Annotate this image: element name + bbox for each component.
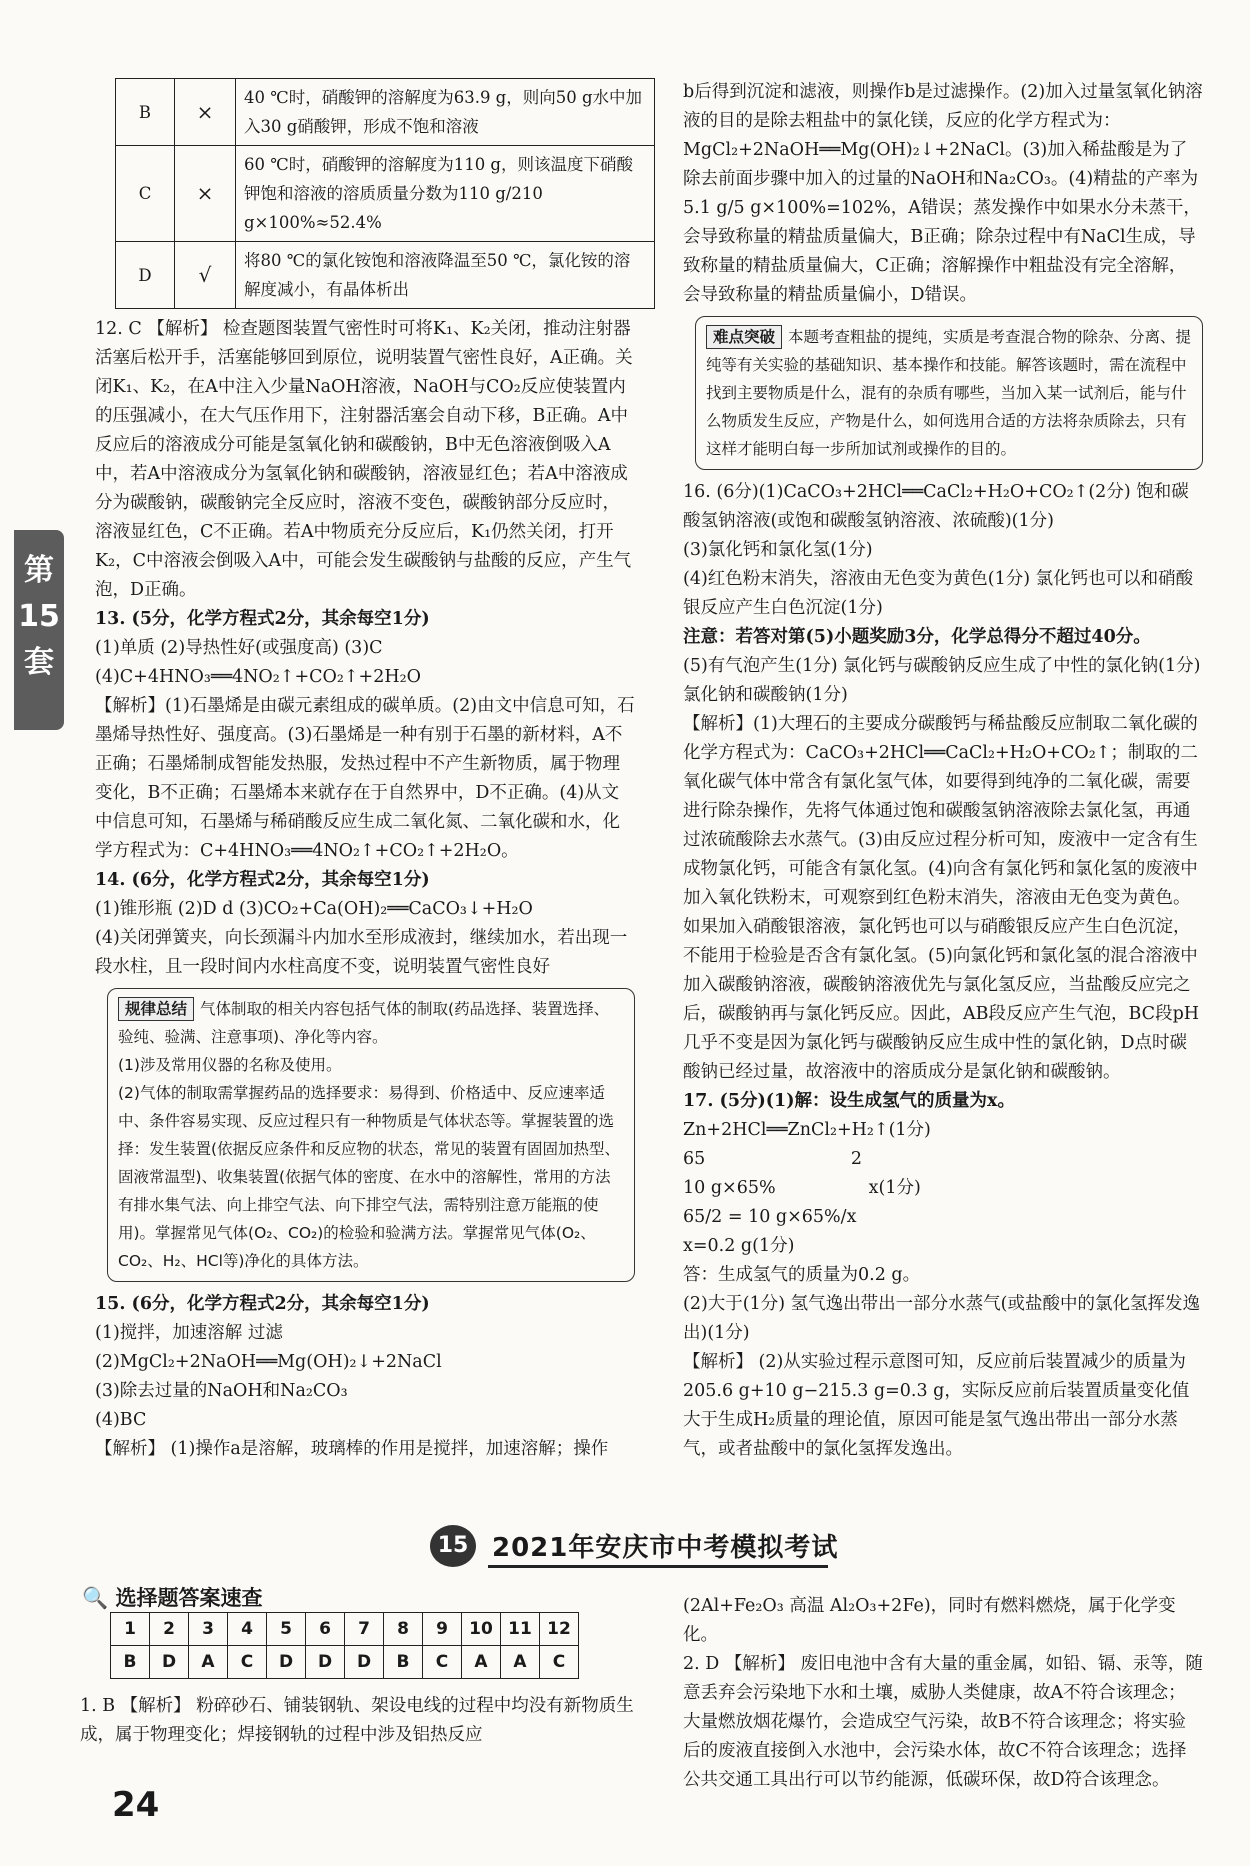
page-number: 24	[112, 1785, 160, 1825]
answer-15-analysis-cont: b后得到沉淀和滤液，则操作b是过滤操作。(2)加入过量氢氧化钠溶液的目的是除去粗盐中的氯化镁，反应的化学方程式为：MgCl₂+2NaOH══Mg(OH)₂↓+2NaCl。(3)加入稀盐酸是为了除去前面步骤中加入的过量的NaOH和Na₂CO₃。(4)精盐的产率为5.1 g/5 g×100%=102%，A错误；蒸发操作中如果水分未蒸干，会导致称量的精盐质量偏大，B正确；除杂过程中有NaCl生成，导致称量的精盐质量偏大，C正确；溶解操作中粗盐没有完全溶解，会导致称量的精盐质量偏小，D错误。	[683, 82, 1203, 305]
answer-table	[110, 1612, 579, 1679]
table-row	[111, 1613, 579, 1646]
side-tab: 第15套	[14, 530, 64, 730]
answer-15-line: (1)搅拌，加速溶解 过滤	[95, 1323, 283, 1343]
option-text: 40 ℃时，硝酸钾的溶解度为63.9 g，则向50 g水中加入30 g硝酸钾，形成不饱和溶液	[236, 79, 655, 146]
table-row	[116, 242, 655, 309]
question-number: 9	[423, 1613, 462, 1646]
answer-13-analysis: 【解析】(1)石墨烯是由碳元素组成的碳单质。(2)由文中信息可知，石墨烯导热性好、强度高。(3)石墨烯是一种有别于石墨的新材料，A不正确；石墨烯制成智能发热服，发热过程中不产生新物质，属于物理变化，B不正确；石墨烯本来就存在于自然界中，D不正确。(4)从文中信息可知，石墨烯与稀硝酸反应生成二氧化氮、二氧化碳和水，化学方程式为：C+4HNO₃══4NO₂↑+CO₂↑+2H₂O。	[95, 696, 635, 861]
right-column	[683, 78, 1203, 1464]
answer-17-analysis: 【解析】 (2)从实验过程示意图可知，反应前后装置减少的质量为205.6 g+10 g−215.3 g=0.3 g，实际反应前后装置质量变化值大于生成H₂质量的理论值，原因可能是氢气逸出带出一部分水蒸气，或者盐酸中的氯化氢挥发逸出。	[683, 1352, 1190, 1459]
equation-line: 65 2	[683, 1149, 862, 1169]
answer-15-header: 15. (6分，化学方程式2分，其余每空1分)	[95, 1294, 430, 1314]
answer-2: 2. D 【解析】 废旧电池中含有大量的重金属，如铅、镉、汞等，随意丢弃会污染地下水和土壤，威胁人类健康，故A不符合该理念；大量燃放烟花爆竹，会造成空气污染，故B不符合该理念；将实验后的废液直接倒入水池中，会污染水体，故C不符合该理念；选择公共交通工具出行可以节约能源，低碳环保，故D符合该理念。	[683, 1654, 1203, 1790]
box-line: (2)气体的制取需掌握药品的选择要求：易得到、价格适中、反应速率适中、条件容易实现、反应过程只有一种物质是气体状态等。掌握装置的选择：发生装置(依据反应条件和反应物的状态，常见的装置有固固加热型、固液常温型)、收集装置(依据气体的密度、在水中的溶解性，常用的方法有排水集气法、向上排空气法、向下排空气法，需特别注意万能瓶的使用)。掌握常见气体(O₂、CO₂)的检验和验满方法。掌握常见气体(O₂、CO₂、H₂、HCl等)净化的具体方法。	[118, 1084, 621, 1270]
question-number: 3	[189, 1613, 228, 1646]
answer-14-body-2: (4)关闭弹簧夹，向长颈漏斗内加水至形成液封，继续加水，若出现一段水柱，且一段时间内水柱高度不变，说明装置气密性良好	[95, 928, 628, 977]
question-number: 4	[228, 1613, 267, 1646]
exam-number-badge: 15	[430, 1525, 476, 1567]
table-row	[116, 79, 655, 146]
note-line: 注意：若答对第(5)小题奖励3分，化学总得分不超过40分。	[683, 627, 1151, 647]
rule-summary-box	[107, 988, 635, 1282]
answer-letter: C	[423, 1646, 462, 1679]
box-text: 本题考查粗盐的提纯，实质是考查混合物的除杂、分离、提纯等有关实验的基础知识、基本操作和技能。解答该题时，需在流程中找到主要物质是什么，混有的杂质有哪些，当加入某一试剂后，能与什么物质发生反应，产物是什么，如何选用合适的方法将杂质除去，只有这样才能明白每一步所加试剂或操作的目的。	[706, 328, 1192, 458]
answer-17-header: 17. (5分)(1)解：设生成氢气的质量为x。	[683, 1091, 1015, 1111]
answer-15-line: (3)除去过量的NaOH和Na₂CO₃	[95, 1381, 348, 1401]
exam-title: 2021年安庆市中考模拟考试	[492, 1533, 839, 1563]
answer-letter: D	[345, 1646, 384, 1679]
answer-letter: D	[150, 1646, 189, 1679]
option-text: 60 ℃时，硝酸钾的溶解度为110 g，则该温度下硝酸钾饱和溶液的溶质质量分数为110 g/210 g×100%≈52.4%	[236, 146, 655, 242]
question-number: 10	[462, 1613, 501, 1646]
question-number: 5	[267, 1613, 306, 1646]
equation-line: Zn+2HCl══ZnCl₂+H₂↑(1分)	[683, 1120, 931, 1140]
question-number: 7	[345, 1613, 384, 1646]
question-number: 6	[306, 1613, 345, 1646]
box-line: 气体制取的相关内容包括气体的制取(药品选择、装置选择、验纯、验满、注意事项)、净化等内容。	[118, 1000, 610, 1046]
left-column	[95, 78, 643, 1464]
difficulty-box	[695, 316, 1203, 470]
answer-15-analysis: 【解析】 (1)操作a是溶解，玻璃棒的作用是搅拌，加速溶解；操作	[95, 1439, 609, 1459]
answer-12: 12. C 【解析】 检查题图装置气密性时可将K₁、K₂关闭，推动注射器活塞后松开手，活塞能够回到原位，说明装置气密性良好，A正确。关闭K₁、K₂，在A中注入少量NaOH溶液，NaOH与CO₂反应使装置内的压强减小，在大气压作用下，注射器活塞会自动下移，B正确。A中反应后的溶液成分可能是氢氧化钠和碳酸钠，B中无色溶液倒吸入A中，若A中溶液成分为氢氧化钠和碳酸钠，溶液显红色；若A中溶液成分为碳酸钠，碳酸钠完全反应时，溶液不变色，碳酸钠部分反应时，溶液显红色，C不正确。若A中物质充分反应后，K₁仍然关闭，打开K₂，C中溶液会倒吸入A中，可能会发生碳酸钠与盐酸的反应，产生气泡，D正确。	[95, 319, 633, 600]
answer-16-line: (5)有气泡产生(1分) 氯化钙与碳酸钠反应生成了中性的氯化钠(1分) 氯化钠和碳酸钠(1分)	[683, 656, 1201, 705]
table-row	[116, 146, 655, 242]
answer-letter: A	[189, 1646, 228, 1679]
answer-16-line: (4)红色粉末消失，溶液由无色变为黄色(1分) 氯化钙也可以和硝酸银反应产生白色沉淀(1分)	[683, 569, 1194, 618]
question-number: 11	[501, 1613, 540, 1646]
answer-letter: D	[267, 1646, 306, 1679]
option-text: 将80 ℃的氯化铵饱和溶液降温至50 ℃，氯化铵的溶解度减小，有晶体析出	[236, 242, 655, 309]
option-letter: B	[116, 79, 175, 146]
answer-16-line: (3)氯化钙和氯化氢(1分)	[683, 540, 873, 560]
judgement-mark: ×	[175, 79, 236, 146]
equation-line: 65/2 = 10 g×65%/x	[683, 1207, 857, 1227]
answer-17-line: (2)大于(1分) 氢气逸出带出一部分水蒸气(或盐酸中的氯化氢挥发逸出)(1分)	[683, 1294, 1200, 1343]
answer-letter: B	[111, 1646, 150, 1679]
answer-14-body: (1)锥形瓶 (2)D d (3)CO₂+Ca(OH)₂══CaCO₃↓+H₂O	[95, 899, 533, 919]
divider	[488, 1565, 828, 1568]
quick-answer-title: 选择题答案速查	[115, 1586, 263, 1610]
answer-1-cont: (2Al+Fe₂O₃ 高温 Al₂O₃+2Fe)，同时有燃料燃烧，属于化学变化。	[683, 1596, 1176, 1645]
answer-letter: D	[306, 1646, 345, 1679]
table-row	[111, 1646, 579, 1679]
judgement-mark: ×	[175, 146, 236, 242]
question-number: 1	[111, 1613, 150, 1646]
bottom-left-text	[80, 1692, 640, 1750]
answer-letter: B	[384, 1646, 423, 1679]
option-letter: C	[116, 146, 175, 242]
equation-line: 答：生成氢气的质量为0.2 g。	[683, 1265, 921, 1285]
answer-13-header: 13. (5分，化学方程式2分，其余每空1分)	[95, 609, 430, 629]
answer-letter: C	[228, 1646, 267, 1679]
judgement-mark: √	[175, 242, 236, 309]
answer-16: 16. (6分)(1)CaCO₃+2HCl══CaCl₂+H₂O+CO₂↑(2分) 饱和碳酸氢钠溶液(或饱和碳酸氢钠溶液、浓硫酸)(1分)	[683, 482, 1189, 531]
answer-16-analysis: 【解析】(1)大理石的主要成分碳酸钙与稀盐酸反应制取二氧化碳的化学方程式为：CaCO₃+2HCl══CaCl₂+H₂O+CO₂↑；制取的二氧化碳气体中常含有氯化氢气体，如要得到纯净的二氧化碳，需要进行除杂操作，先将气体通过饱和碳酸氢钠溶液除去氯化氢，再通过浓硫酸除去水蒸气。(3)由反应过程分析可知，废液中一定含有生成物氯化钙，可能含有氯化氢。(4)向含有氯化钙和氯化氢的废液中加入氧化铁粉末，可观察到红色粉末消失，溶液由无色变为黄色。如果加入硝酸银溶液，氯化钙也可以与硝酸银反应产生白色沉淀，不能用于检验是否含有氯化氢。(5)向氯化钙和氯化氢的混合溶液中加入碳酸钠溶液，碳酸钠溶液优先与氯化氢反应，当盐酸反应完之后，碳酸钠再与氯化钙反应。因此，AB段反应产生气泡，BC段pH几乎不变是因为氯化钙与碳酸钠反应生成中性的氯化钠，D点时碳酸钠已经过量，故溶液中的溶质成分是氯化钠和碳酸钠。	[683, 714, 1200, 1082]
answer-letter: C	[540, 1646, 579, 1679]
quick-answer-heading	[82, 1582, 262, 1612]
option-letter: D	[116, 242, 175, 309]
box-tag: 规律总结	[118, 997, 194, 1021]
answer-15-line: (2)MgCl₂+2NaOH══Mg(OH)₂↓+2NaCl	[95, 1352, 442, 1372]
equation-line: x=0.2 g(1分)	[683, 1236, 795, 1256]
answer-14-header: 14. (6分，化学方程式2分，其余每空1分)	[95, 870, 430, 890]
exam-banner	[430, 1525, 840, 1569]
bottom-right-text	[683, 1592, 1203, 1795]
options-table	[115, 78, 655, 309]
question-number: 8	[384, 1613, 423, 1646]
answer-letter: A	[501, 1646, 540, 1679]
question-number: 2	[150, 1613, 189, 1646]
box-tag: 难点突破	[706, 325, 782, 349]
answer-15-line: (4)BC	[95, 1410, 147, 1430]
question-number: 12	[540, 1613, 579, 1646]
answer-13-body: (1)单质 (2)导热性好(或强度高) (3)C (4)C+4HNO₃══4NO₂↑+CO₂↑+2H₂O	[95, 638, 421, 687]
answer-letter: A	[462, 1646, 501, 1679]
equation-line: 10 g×65% x(1分)	[683, 1178, 921, 1198]
magnifier-icon: 🔍	[82, 1586, 109, 1610]
box-line: (1)涉及常用仪器的名称及使用。	[118, 1056, 342, 1074]
answer-1: 1. B 【解析】 粉碎砂石、铺装钢轨、架设电线的过程中均没有新物质生成，属于物理变化；焊接钢轨的过程中涉及铝热反应	[80, 1696, 634, 1745]
